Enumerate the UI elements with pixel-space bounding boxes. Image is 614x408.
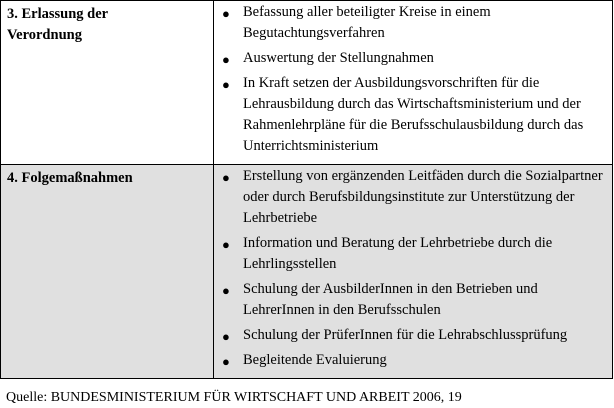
phase-cell	[1, 1, 214, 165]
list-item	[218, 279, 606, 321]
list-item-text: Begleitende Evaluierung	[243, 352, 387, 368]
list-item-text: Auswertung der Stellungnahmen	[243, 50, 434, 66]
measures-list	[218, 166, 606, 371]
bullet-icon: ●	[222, 329, 230, 344]
list-item	[218, 166, 606, 229]
bullet-icon: ●	[222, 77, 230, 92]
list-item-text: In Kraft setzen der Ausbildungsvorschriften für die Lehrausbildung durch das Wirtschaftsministerium und der Rahmenlehrpläne für die Berufsschulausbildung durch das Unterrichtsministerium	[243, 75, 584, 154]
list-item-text: Information und Beratung der Lehrbetriebe durch die Lehrlingsstellen	[243, 235, 553, 272]
phase-title: 3. Erlassung der	[7, 6, 109, 22]
bullet-icon: ●	[222, 283, 230, 298]
bullet-icon: ●	[222, 354, 230, 369]
list-item	[218, 73, 606, 157]
list-item-text: Erstellung von ergänzenden Leitfäden durch die Sozialpartner oder durch Berufsbildungsinstitute zur Unterstützung der Lehrbetriebe	[243, 168, 603, 226]
phase-title: 4. Folgemaßnahmen	[7, 170, 133, 186]
list-item	[218, 325, 606, 346]
source-citation: Quelle: BUNDESMINISTERIUM FÜR WIRTSCHAFT UND ARBEIT 2006, 19	[6, 390, 462, 405]
list-item	[218, 350, 606, 371]
bullet-icon: ●	[222, 170, 230, 185]
list-item	[218, 233, 606, 275]
table-row	[1, 165, 613, 379]
measures-list	[218, 2, 606, 157]
list-item	[218, 2, 606, 44]
list-item-text: Schulung der PrüferInnen für die Lehrabschlussprüfung	[243, 327, 568, 343]
table-row	[1, 1, 613, 165]
phase-title-continued: Verordnung	[7, 27, 82, 43]
bullet-icon: ●	[222, 52, 230, 67]
measures-cell	[214, 1, 613, 165]
bullet-icon: ●	[222, 237, 230, 252]
list-item-text: Schulung der AusbilderInnen in den Betrieben und LehrerInnen in den Berufsschulen	[243, 281, 538, 318]
list-item	[218, 48, 606, 69]
phase-cell	[1, 165, 214, 379]
bullet-icon: ●	[222, 6, 230, 21]
measures-cell	[214, 165, 613, 379]
list-item-text: Befassung aller beteiligter Kreise in einem Begutachtungsverfahren	[243, 4, 491, 41]
